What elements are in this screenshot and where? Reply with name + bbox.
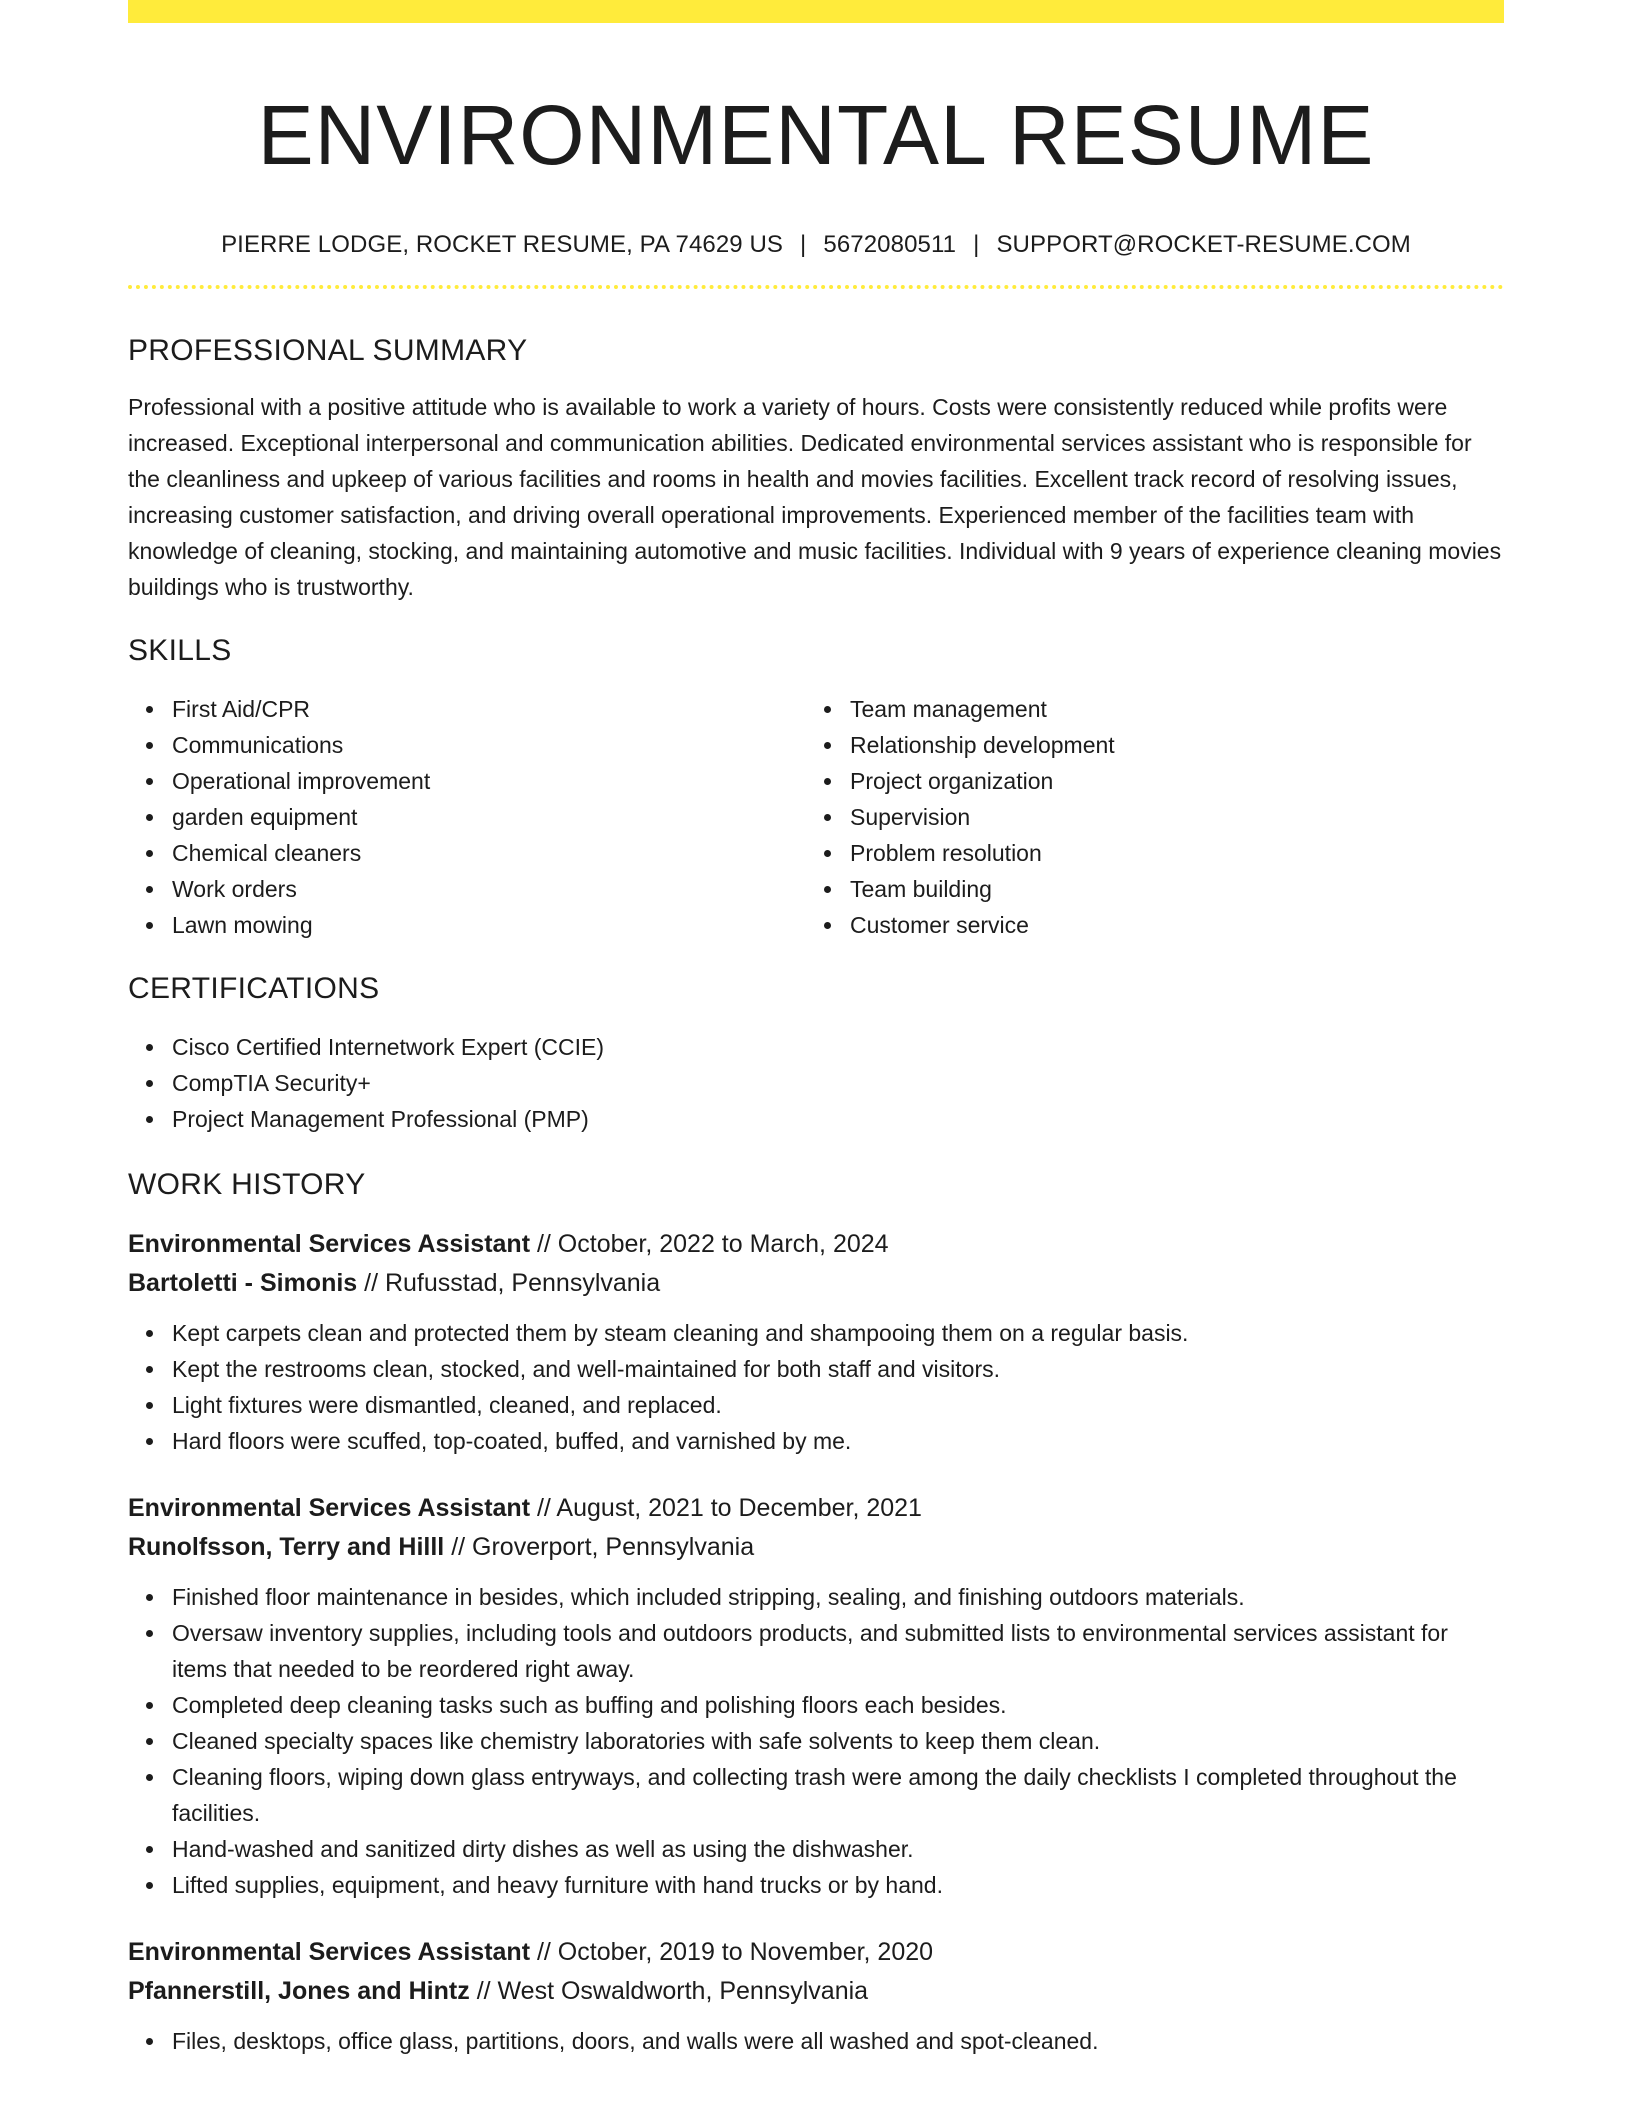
- certifications-heading: CERTIFICATIONS: [128, 972, 380, 1005]
- job-dates: // October, 2019 to November, 2020: [536, 1938, 934, 1966]
- contact-email: SUPPORT@ROCKET-RESUME.COM: [996, 231, 1411, 258]
- skill-item: Team building: [850, 871, 1484, 907]
- top-accent-bar: [128, 0, 1504, 23]
- skill-item: First Aid/CPR: [172, 691, 806, 727]
- job-duty-item: Oversaw inventory supplies, including tools and outdoors products, and submitted lists to environmental services assistant for items that needed to be reordered right away.: [172, 1615, 1504, 1687]
- job-location: // West Oswaldworth, Pennsylvania: [476, 1977, 869, 2005]
- skill-item: Operational improvement: [172, 763, 806, 799]
- job-location: // Groverport, Pennsylvania: [451, 1533, 755, 1561]
- skill-item: Team management: [850, 691, 1484, 727]
- skills-column-right: [806, 691, 1484, 943]
- certification-item: CompTIA Security+: [172, 1065, 1504, 1101]
- skill-item: Project organization: [850, 763, 1484, 799]
- skills-heading: SKILLS: [128, 634, 232, 667]
- job-duty-item: Cleaning floors, wiping down glass entryways, and collecting trash were among the daily checklists I completed throughout the facilities.: [172, 1759, 1504, 1831]
- skills-list-right: [806, 691, 1484, 943]
- contact-separator: |: [973, 231, 980, 258]
- contact-line: [128, 230, 1504, 260]
- job-title-line: [128, 1933, 1504, 1972]
- job-entry: [128, 1225, 1504, 1459]
- job-dates: // August, 2021 to December, 2021: [536, 1494, 922, 1522]
- job-duty-item: Cleaned specialty spaces like chemistry laboratories with safe solvents to keep them clean.: [172, 1723, 1504, 1759]
- skill-item: Work orders: [172, 871, 806, 907]
- work-history-list: [128, 1225, 1504, 2059]
- contact-address: PIERRE LODGE, ROCKET RESUME, PA 74629 US: [221, 231, 784, 258]
- job-dates: // October, 2022 to March, 2024: [536, 1230, 889, 1258]
- job-duty-item: Kept the restrooms clean, stocked, and well-maintained for both staff and visitors.: [172, 1351, 1504, 1387]
- job-company-line: [128, 1528, 1504, 1567]
- job-location: // Rufusstad, Pennsylvania: [364, 1269, 661, 1297]
- summary-text: Professional with a positive attitude who is available to work a variety of hours. Costs were consistently reduced while profits were increased. Exceptional interpersonal and communication abilities. Dedicated environmental services assistant who is responsible for the cleanliness and upkeep of various facilities and rooms in health and movies facilities. Excellent track record of resolving issues, increasing customer satisfaction, and driving overall operational improvements. Experienced member of the facilities team with knowledge of cleaning, stocking, and maintaining automotive and music facilities. Individual with 9 years of experience cleaning movies buildings who is trustworthy.: [128, 394, 1502, 600]
- job-company: Runolfsson, Terry and Hilll: [128, 1533, 445, 1561]
- job-title-line: [128, 1225, 1504, 1264]
- job-duties-list: [128, 1579, 1504, 1903]
- contact-separator: |: [800, 231, 807, 258]
- job-company-line: [128, 1264, 1504, 1303]
- certification-item: Cisco Certified Internetwork Expert (CCIE): [172, 1029, 1504, 1065]
- job-title: Environmental Services Assistant: [128, 1230, 531, 1258]
- skills-list-left: [128, 691, 806, 943]
- job-duty-item: Lifted supplies, equipment, and heavy furniture with hand trucks or by hand.: [172, 1867, 1504, 1903]
- job-entry: [128, 1933, 1504, 2059]
- skill-item: Chemical cleaners: [172, 835, 806, 871]
- job-duty-item: Files, desktops, office glass, partitions, doors, and walls were all washed and spot-cleaned.: [172, 2023, 1504, 2059]
- resume-title: ENVIRONMENTAL RESUME: [257, 88, 1375, 182]
- skill-item: Lawn mowing: [172, 907, 806, 943]
- skills-grid: [128, 691, 1504, 943]
- skill-item: Communications: [172, 727, 806, 763]
- job-company: Bartoletti - Simonis: [128, 1269, 358, 1297]
- skill-item: Supervision: [850, 799, 1484, 835]
- job-title: Environmental Services Assistant: [128, 1494, 531, 1522]
- skills-column-left: [128, 691, 806, 943]
- certification-item: Project Management Professional (PMP): [172, 1101, 1504, 1137]
- job-company: Pfannerstill, Jones and Hintz: [128, 1977, 470, 2005]
- resume-page: [128, 0, 1504, 2112]
- job-duties-list: [128, 1315, 1504, 1459]
- job-duty-item: Light fixtures were dismantled, cleaned, and replaced.: [172, 1387, 1504, 1423]
- header-divider: [128, 285, 1504, 289]
- job-title: Environmental Services Assistant: [128, 1938, 531, 1966]
- job-title-line: [128, 1489, 1504, 1528]
- job-duty-item: Kept carpets clean and protected them by steam cleaning and shampooing them on a regular basis.: [172, 1315, 1504, 1351]
- job-duty-item: Hand-washed and sanitized dirty dishes as well as using the dishwasher.: [172, 1831, 1504, 1867]
- skill-item: Customer service: [850, 907, 1484, 943]
- skill-item: Relationship development: [850, 727, 1484, 763]
- job-duty-item: Finished floor maintenance in besides, which included stripping, sealing, and finishing outdoors materials.: [172, 1579, 1504, 1615]
- job-duty-item: Completed deep cleaning tasks such as buffing and polishing floors each besides.: [172, 1687, 1504, 1723]
- job-duty-item: Hard floors were scuffed, top-coated, buffed, and varnished by me.: [172, 1423, 1504, 1459]
- skill-item: Problem resolution: [850, 835, 1484, 871]
- job-company-line: [128, 1972, 1504, 2011]
- skill-item: garden equipment: [172, 799, 806, 835]
- summary-heading: PROFESSIONAL SUMMARY: [128, 334, 528, 367]
- certifications-list: [128, 1029, 1504, 1137]
- contact-phone: 5672080511: [823, 231, 957, 258]
- work-history-heading: WORK HISTORY: [128, 1168, 366, 1201]
- job-entry: [128, 1489, 1504, 1903]
- job-duties-list: [128, 2023, 1504, 2059]
